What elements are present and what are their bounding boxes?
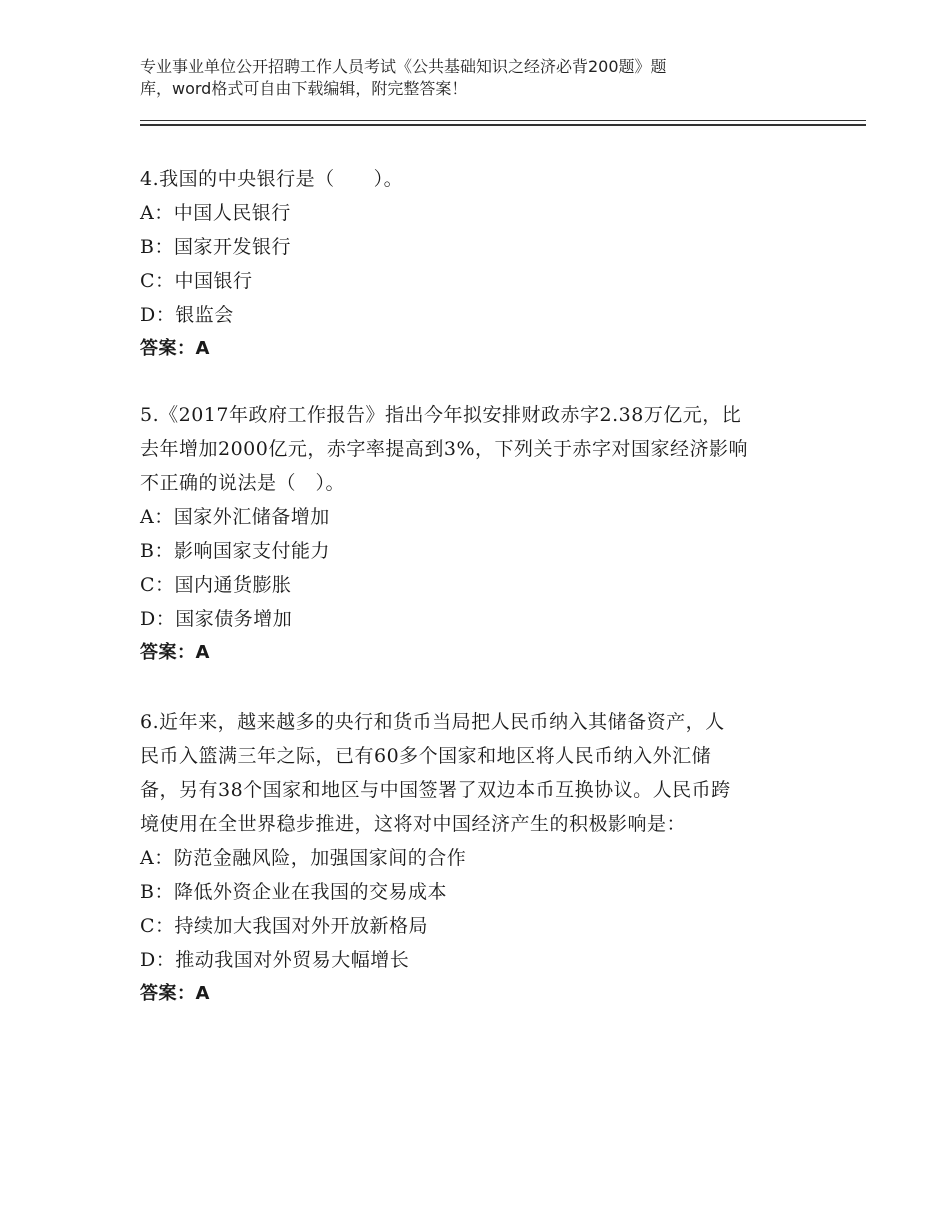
option-b: B：降低外资企业在我国的交易成本 (140, 881, 447, 903)
option-c: C：国内通货膨胀 (140, 574, 292, 596)
option-c: C：持续加大我国对外开放新格局 (140, 915, 429, 937)
question-6 (140, 705, 820, 1011)
option-a: A：国家外汇储备增加 (140, 506, 330, 528)
header-line-1: 专业事业单位公开招聘工作人员考试《公共基础知识之经济必背200题》题 (140, 57, 667, 76)
answer-label: 答案：A (140, 642, 210, 663)
question-4 (140, 162, 820, 366)
question-stem-line: 5.《2017年政府工作报告》指出今年拟安排财政赤字2.38万亿元，比 (140, 404, 742, 426)
option-d: D：推动我国对外贸易大幅增长 (140, 949, 410, 971)
option-d: D：国家债务增加 (140, 608, 293, 630)
question-stem-line: 民币入篮满三年之际，已有60多个国家和地区将人民币纳入外汇储 (140, 745, 712, 767)
document-header (140, 56, 780, 100)
answer-label: 答案：A (140, 983, 210, 1004)
question-stem-line: 6.近年来，越来越多的央行和货币当局把人民币纳入其储备资产，人 (140, 711, 725, 733)
question-stem-line: 备，另有38个国家和地区与中国签署了双边本币互换协议。人民币跨 (140, 779, 731, 801)
question-stem-line: 不正确的说法是（ ）。 (140, 472, 346, 494)
question-stem-line: 4.我国的中央银行是（ ）。 (140, 168, 404, 190)
header-line-2: 库，word格式可自由下载编辑，附完整答案！ (140, 79, 468, 98)
header-divider-thin (140, 120, 866, 121)
option-b: B：影响国家支付能力 (140, 540, 330, 562)
question-5 (140, 398, 820, 670)
answer-label: 答案：A (140, 338, 210, 359)
header-divider-thick (140, 124, 866, 126)
option-b: B：国家开发银行 (140, 236, 291, 258)
question-stem-line: 去年增加2000亿元，赤字率提高到3%，下列关于赤字对国家经济影响 (140, 438, 748, 460)
option-c: C：中国银行 (140, 270, 253, 292)
question-stem-line: 境使用在全世界稳步推进，这将对中国经济产生的积极影响是： (140, 813, 687, 835)
option-a: A：防范金融风险，加强国家间的合作 (140, 847, 467, 869)
option-a: A：中国人民银行 (140, 202, 291, 224)
option-d: D：银监会 (140, 304, 234, 326)
